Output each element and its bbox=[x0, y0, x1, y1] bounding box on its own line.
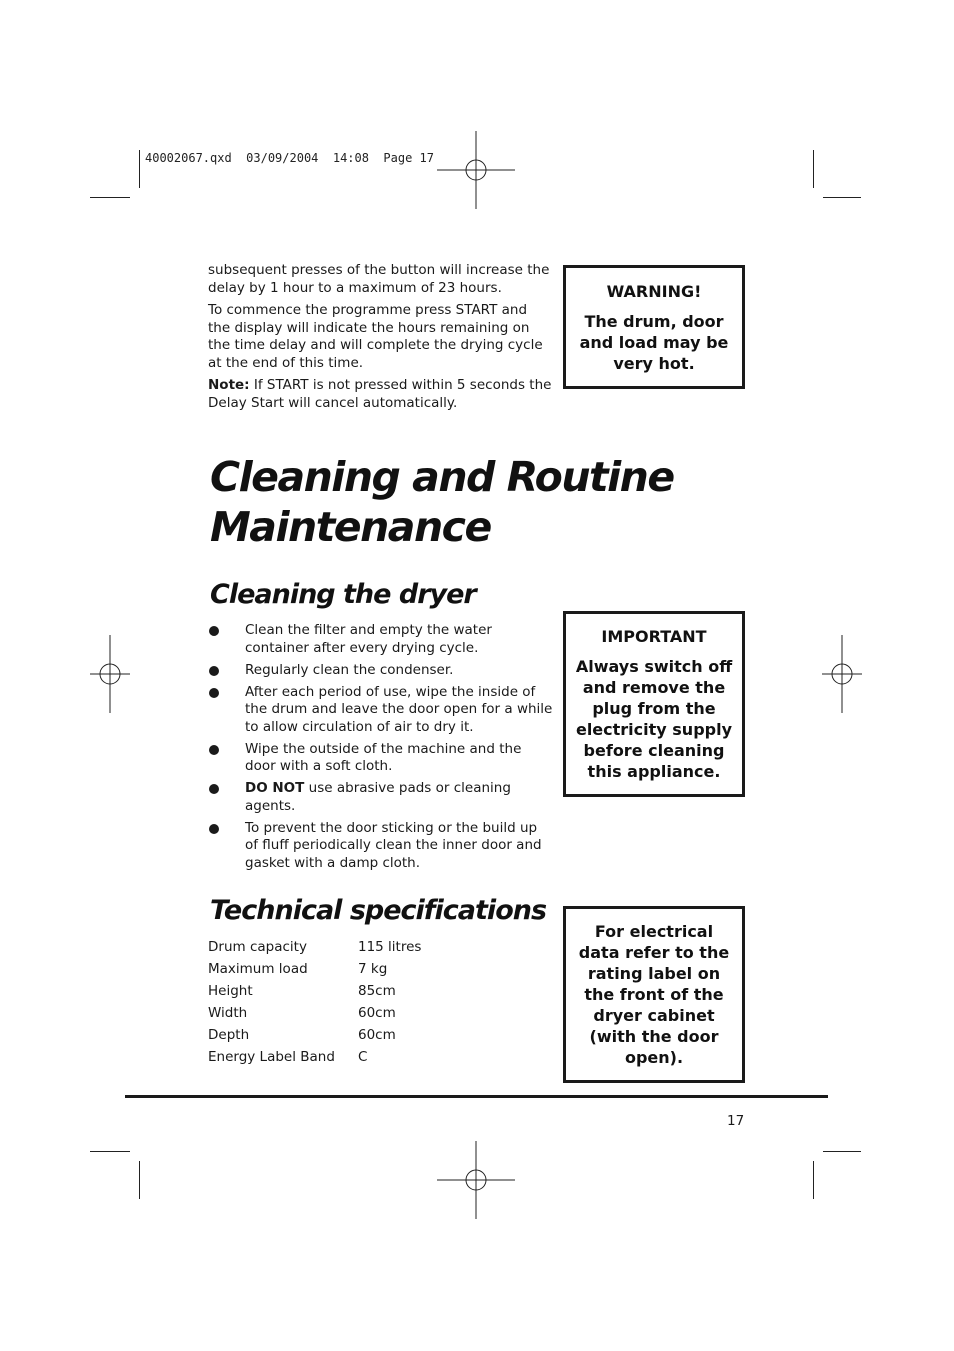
note-paragraph bbox=[208, 377, 553, 412]
crop-mark bbox=[823, 1151, 861, 1152]
crop-mark bbox=[90, 197, 130, 198]
crop-mark bbox=[813, 150, 814, 188]
registration-mark-icon bbox=[437, 1141, 515, 1219]
spec-label: Drum capacity bbox=[208, 939, 307, 956]
bullet-icon bbox=[209, 824, 219, 834]
crop-mark bbox=[823, 197, 861, 198]
item-text: To prevent the door sticking or the build up of fluff periodically clean the inner door and gasket with a damp cloth. bbox=[245, 819, 542, 871]
bullet-icon bbox=[209, 666, 219, 676]
spec-value: 115 litres bbox=[358, 939, 422, 956]
electrical-data-box bbox=[563, 906, 745, 1083]
crop-mark bbox=[90, 1151, 130, 1152]
page-number: 17 bbox=[727, 1113, 745, 1129]
important-box bbox=[563, 611, 745, 797]
spec-label: Height bbox=[208, 983, 253, 1000]
table-row bbox=[208, 1047, 421, 1069]
spec-value: 60cm bbox=[358, 1005, 396, 1022]
spec-label: Energy Label Band bbox=[208, 1049, 335, 1066]
warning-body: The drum, door and load may be very hot. bbox=[579, 311, 729, 373]
item-text: Wipe the outside of the machine and the door with a soft cloth. bbox=[245, 740, 522, 774]
spec-label: Maximum load bbox=[208, 961, 308, 978]
item-text: Regularly clean the condenser. bbox=[245, 661, 454, 678]
registration-mark-icon bbox=[822, 635, 862, 713]
crop-mark bbox=[813, 1161, 814, 1199]
list-item bbox=[208, 622, 553, 657]
list-item bbox=[208, 684, 553, 737]
bullet-icon bbox=[209, 626, 219, 636]
bullet-icon bbox=[209, 745, 219, 755]
crop-mark bbox=[139, 150, 140, 188]
item-text: After each period of use, wipe the inside of the drum and leave the door open for a while to allow circulation of air to dry it. bbox=[245, 683, 553, 735]
item-text: Clean the filter and empty the water container after every drying cycle. bbox=[245, 622, 492, 656]
note-label: Note: bbox=[208, 377, 250, 393]
note-text: If START is not pressed within 5 seconds the Delay Start will cancel automatically. bbox=[208, 377, 552, 411]
intro-paragraph: subsequent presses of the button will increase the delay by 1 hour to a maximum of 23 hours. bbox=[208, 262, 550, 296]
spec-label: Width bbox=[208, 1005, 248, 1022]
table-row bbox=[208, 981, 421, 1003]
warning-box bbox=[563, 265, 745, 389]
important-heading: IMPORTANT bbox=[601, 627, 707, 646]
item-text: use abrasive pads or cleaning agents. bbox=[245, 780, 511, 814]
crop-mark bbox=[139, 1161, 140, 1199]
table-row bbox=[208, 937, 421, 959]
registration-mark-icon bbox=[437, 131, 515, 209]
intro-paragraph: To commence the programme press START and the display will indicate the hours remaining on the time delay and will complete the drying cycle at the end of this time. bbox=[208, 302, 543, 371]
table-row bbox=[208, 1025, 421, 1047]
electrical-body: For electrical data refer to the rating label on the front of the dryer cabinet (with the door open). bbox=[578, 922, 730, 1067]
tech-specs-heading: Technical specifications bbox=[210, 895, 547, 926]
list-item bbox=[208, 741, 553, 776]
footer-rule bbox=[125, 1095, 828, 1098]
spec-value: 7 kg bbox=[358, 961, 388, 978]
item-strong: DO NOT bbox=[245, 780, 305, 796]
cleaning-heading: Cleaning the dryer bbox=[210, 579, 476, 610]
list-item bbox=[208, 820, 553, 873]
spec-label: Depth bbox=[208, 1027, 250, 1044]
specs-table bbox=[208, 937, 421, 1069]
important-body: Always switch off and remove the plug from the electricity supply before cleaning this appliance. bbox=[575, 657, 733, 781]
list-item bbox=[208, 662, 553, 680]
cleaning-list bbox=[208, 622, 553, 877]
spec-value: 85cm bbox=[358, 983, 396, 1000]
registration-mark-icon bbox=[90, 635, 130, 713]
intro-text bbox=[208, 262, 553, 417]
warning-heading: WARNING! bbox=[606, 281, 702, 301]
table-row bbox=[208, 1003, 421, 1025]
spec-value: C bbox=[358, 1049, 368, 1066]
spec-value: 60cm bbox=[358, 1027, 396, 1044]
table-row bbox=[208, 959, 421, 981]
print-slug: 40002067.qxd 03/09/2004 14:08 Page 17 bbox=[145, 151, 434, 165]
list-item bbox=[208, 780, 553, 815]
page-title: Cleaning and Routine Maintenance bbox=[210, 453, 674, 551]
bullet-icon bbox=[209, 688, 219, 698]
bullet-icon bbox=[209, 784, 219, 794]
